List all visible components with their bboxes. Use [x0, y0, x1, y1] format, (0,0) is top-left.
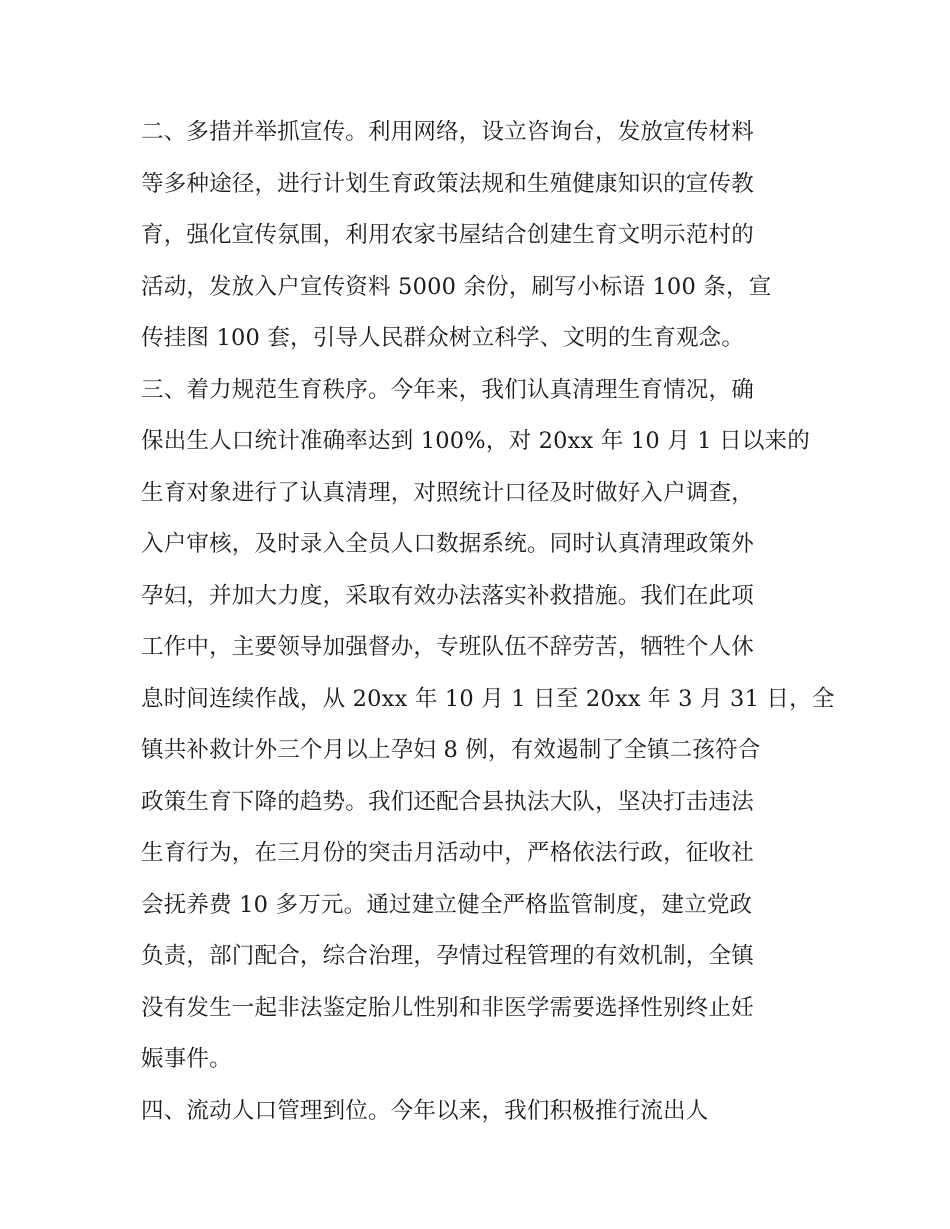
text-line: 入户审核，及时录入全员人口数据系统。同时认真清理政策外: [141, 531, 754, 557]
text-line: 保出生人口统计准确率达到 100%，对 20xx 年 10 月 1 日以来的: [141, 428, 810, 454]
text-line: 工作中，主要领导加强督办，专班队伍不辞劳苦，牺牲个人休: [141, 634, 754, 660]
text-line: 育，强化宣传氛围，利用农家书屋结合创建生育文明示范村的: [141, 222, 754, 248]
text-line: 三、着力规范生育秩序。今年来，我们认真清理生育情况，确: [141, 376, 754, 403]
text-line: 孕妇，并加大力度，采取有效办法落实补救措施。我们在此项: [141, 582, 754, 609]
text-line: 二、多措并举抓宣传。利用网络，设立咨询台，发放宣传材料: [141, 119, 754, 145]
text-line: 负责，部门配合，综合治理，孕情过程管理的有效机制，全镇: [141, 943, 754, 969]
text-line: 等多种途径，进行计划生育政策法规和生殖健康知识的宣传教: [141, 170, 754, 197]
text-line: 活动，发放入户宣传资料 5000 余份，刷写小标语 100 条，宣: [141, 273, 772, 300]
text-line: 传挂图 100 套，引导人民群众树立科学、文明的生育观念。: [141, 325, 745, 351]
document-body: [141, 107, 835, 1137]
text-line: 生育对象进行了认真清理，对照统计口径及时做好入户调查，: [141, 479, 754, 506]
text-line: 没有发生一起非法鉴定胎儿性别和非医学需要选择性别终止妊: [141, 994, 754, 1021]
text-line: 息时间连续作战，从 20xx 年 10 月 1 日至 20xx 年 3 月 31 日，全: [141, 685, 835, 712]
text-line: 四、流动人口管理到位。今年以来，我们积极推行流出人: [141, 1097, 709, 1124]
text-line: 镇共补救计外三个月以上孕妇 8 例，有效遏制了全镇二孩符合: [141, 737, 761, 763]
text-line: 政策生育下降的趋势。我们还配合县执法大队，坚决打击违法: [141, 788, 754, 815]
text-line: 会抚养费 10 多万元。通过建立健全严格监管制度，建立党政: [141, 891, 753, 918]
text-line: 娠事件。: [141, 1046, 232, 1072]
text-line: 生育行为，在三月份的突击月活动中，严格依法行政，征收社: [141, 840, 754, 866]
